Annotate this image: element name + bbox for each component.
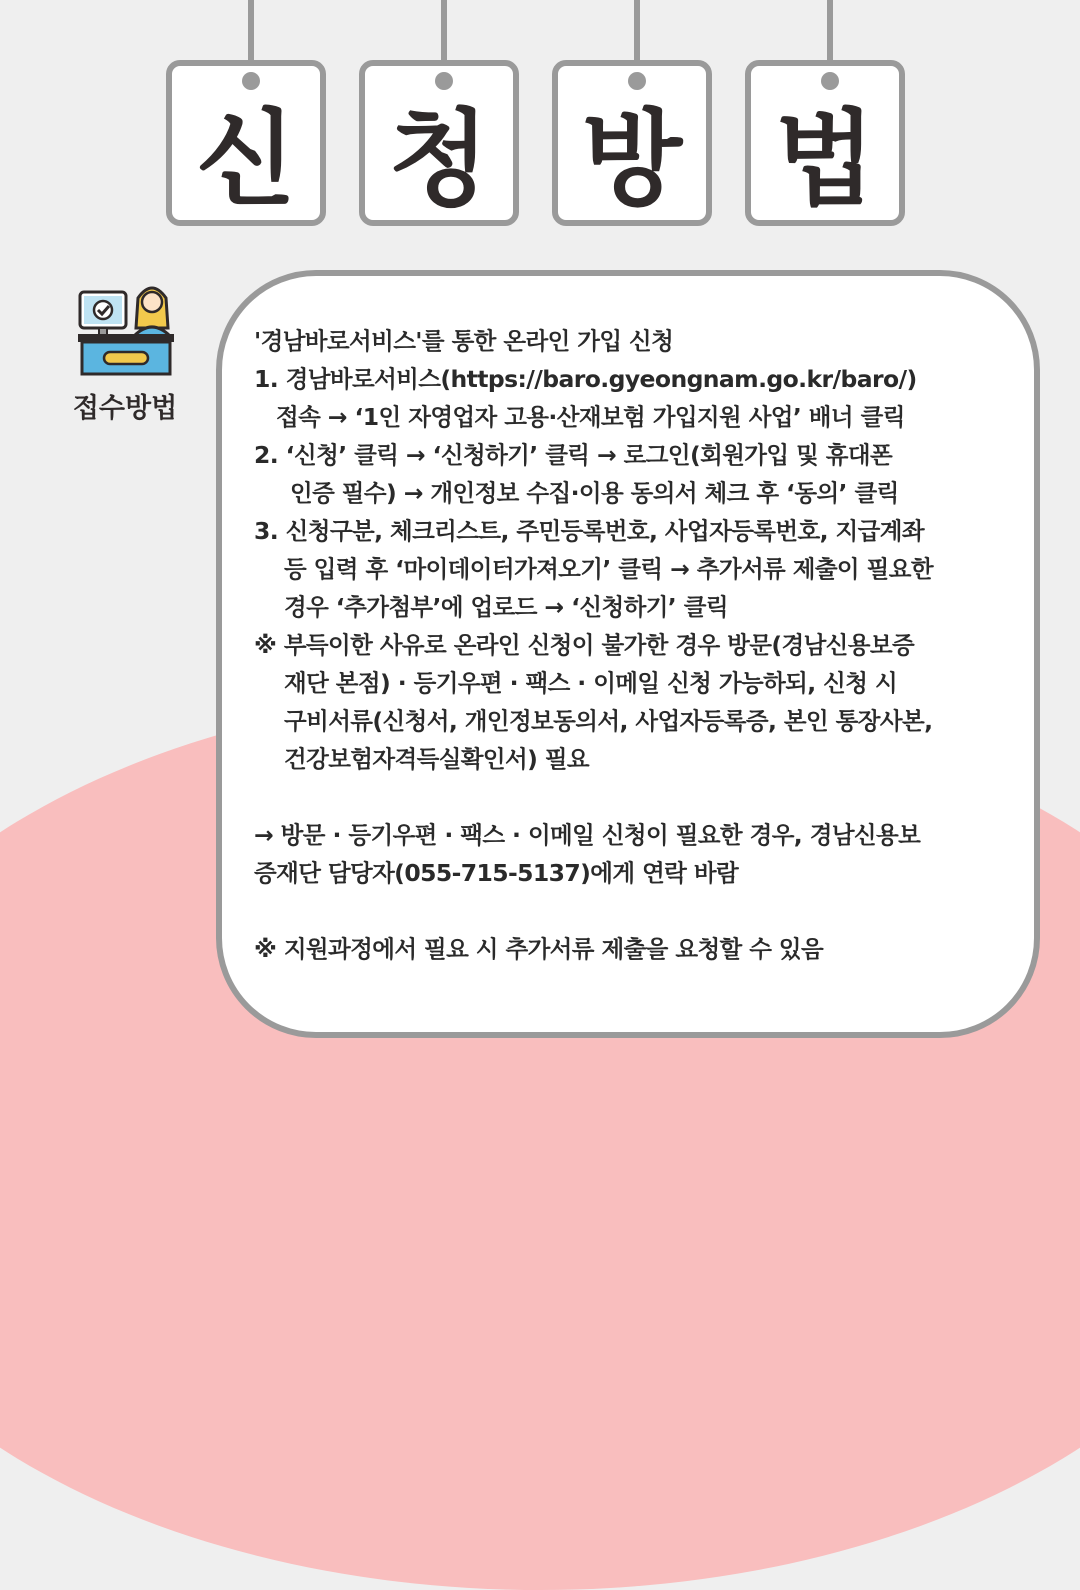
step2-cont: 인증 필수) → 개인정보 수집·이용 동의서 체크 후 ‘동의’ 클릭 — [290, 479, 899, 507]
reception-label: 접수방법 — [72, 393, 178, 424]
reception-desk-icon — [74, 276, 178, 376]
title-tile-3: 방 — [552, 60, 712, 226]
note1-cont: 건강보험자격득실확인서) 필요 — [284, 745, 590, 773]
tile-pin — [821, 72, 839, 90]
title-tile-4: 법 — [745, 60, 905, 226]
note1-cont: 구비서류(신청서, 개인정보동의서, 사업자등록증, 본인 통장사본, — [284, 707, 933, 735]
note2-line: ※ 지원과정에서 필요 시 추가서류 제출을 요청할 수 있음 — [254, 935, 824, 963]
contact-cont: 증재단 담당자(055-715-5137)에게 연락 바람 — [254, 859, 739, 887]
tile-pin — [628, 72, 646, 90]
step3-cont: 경우 ‘추가첨부’에 업로드 → ‘신청하기’ 클릭 — [284, 593, 728, 621]
step3-cont: 등 입력 후 ‘마이데이터가져오기’ 클릭 → 추가서류 제출이 필요한 — [284, 555, 933, 583]
title-tile-1: 신 — [166, 60, 326, 226]
tile-pin — [242, 72, 260, 90]
note1-line: ※ 부득이한 사유로 온라인 신청이 불가한 경우 방문(경남신용보증 — [254, 631, 915, 659]
contact-line: → 방문 · 등기우편 · 팩스 · 이메일 신청이 필요한 경우, 경남신용보 — [254, 821, 921, 849]
tile-pin — [435, 72, 453, 90]
title-tile-2: 청 — [359, 60, 519, 226]
intro-line: '경남바로서비스'를 통한 온라인 가입 신청 — [254, 327, 674, 355]
step3-line: 3. 신청구분, 체크리스트, 주민등록번호, 사업자등록번호, 지급계좌 — [254, 517, 924, 545]
application-method-text — [254, 322, 1024, 968]
step1-line: 1. 경남바로서비스(https://baro.gyeongnam.go.kr/baro/) — [254, 365, 917, 393]
step2-line: 2. ‘신청’ 클릭 → ‘신청하기’ 클릭 → 로그인(회원가입 및 휴대폰 — [254, 441, 893, 469]
step1-cont: 접속 → ‘1인 자영업자 고용·산재보험 가입지원 사업’ 배너 클릭 — [276, 403, 905, 431]
note1-cont: 재단 본점) · 등기우편 · 팩스 · 이메일 신청 가능하되, 신청 시 — [284, 669, 898, 697]
